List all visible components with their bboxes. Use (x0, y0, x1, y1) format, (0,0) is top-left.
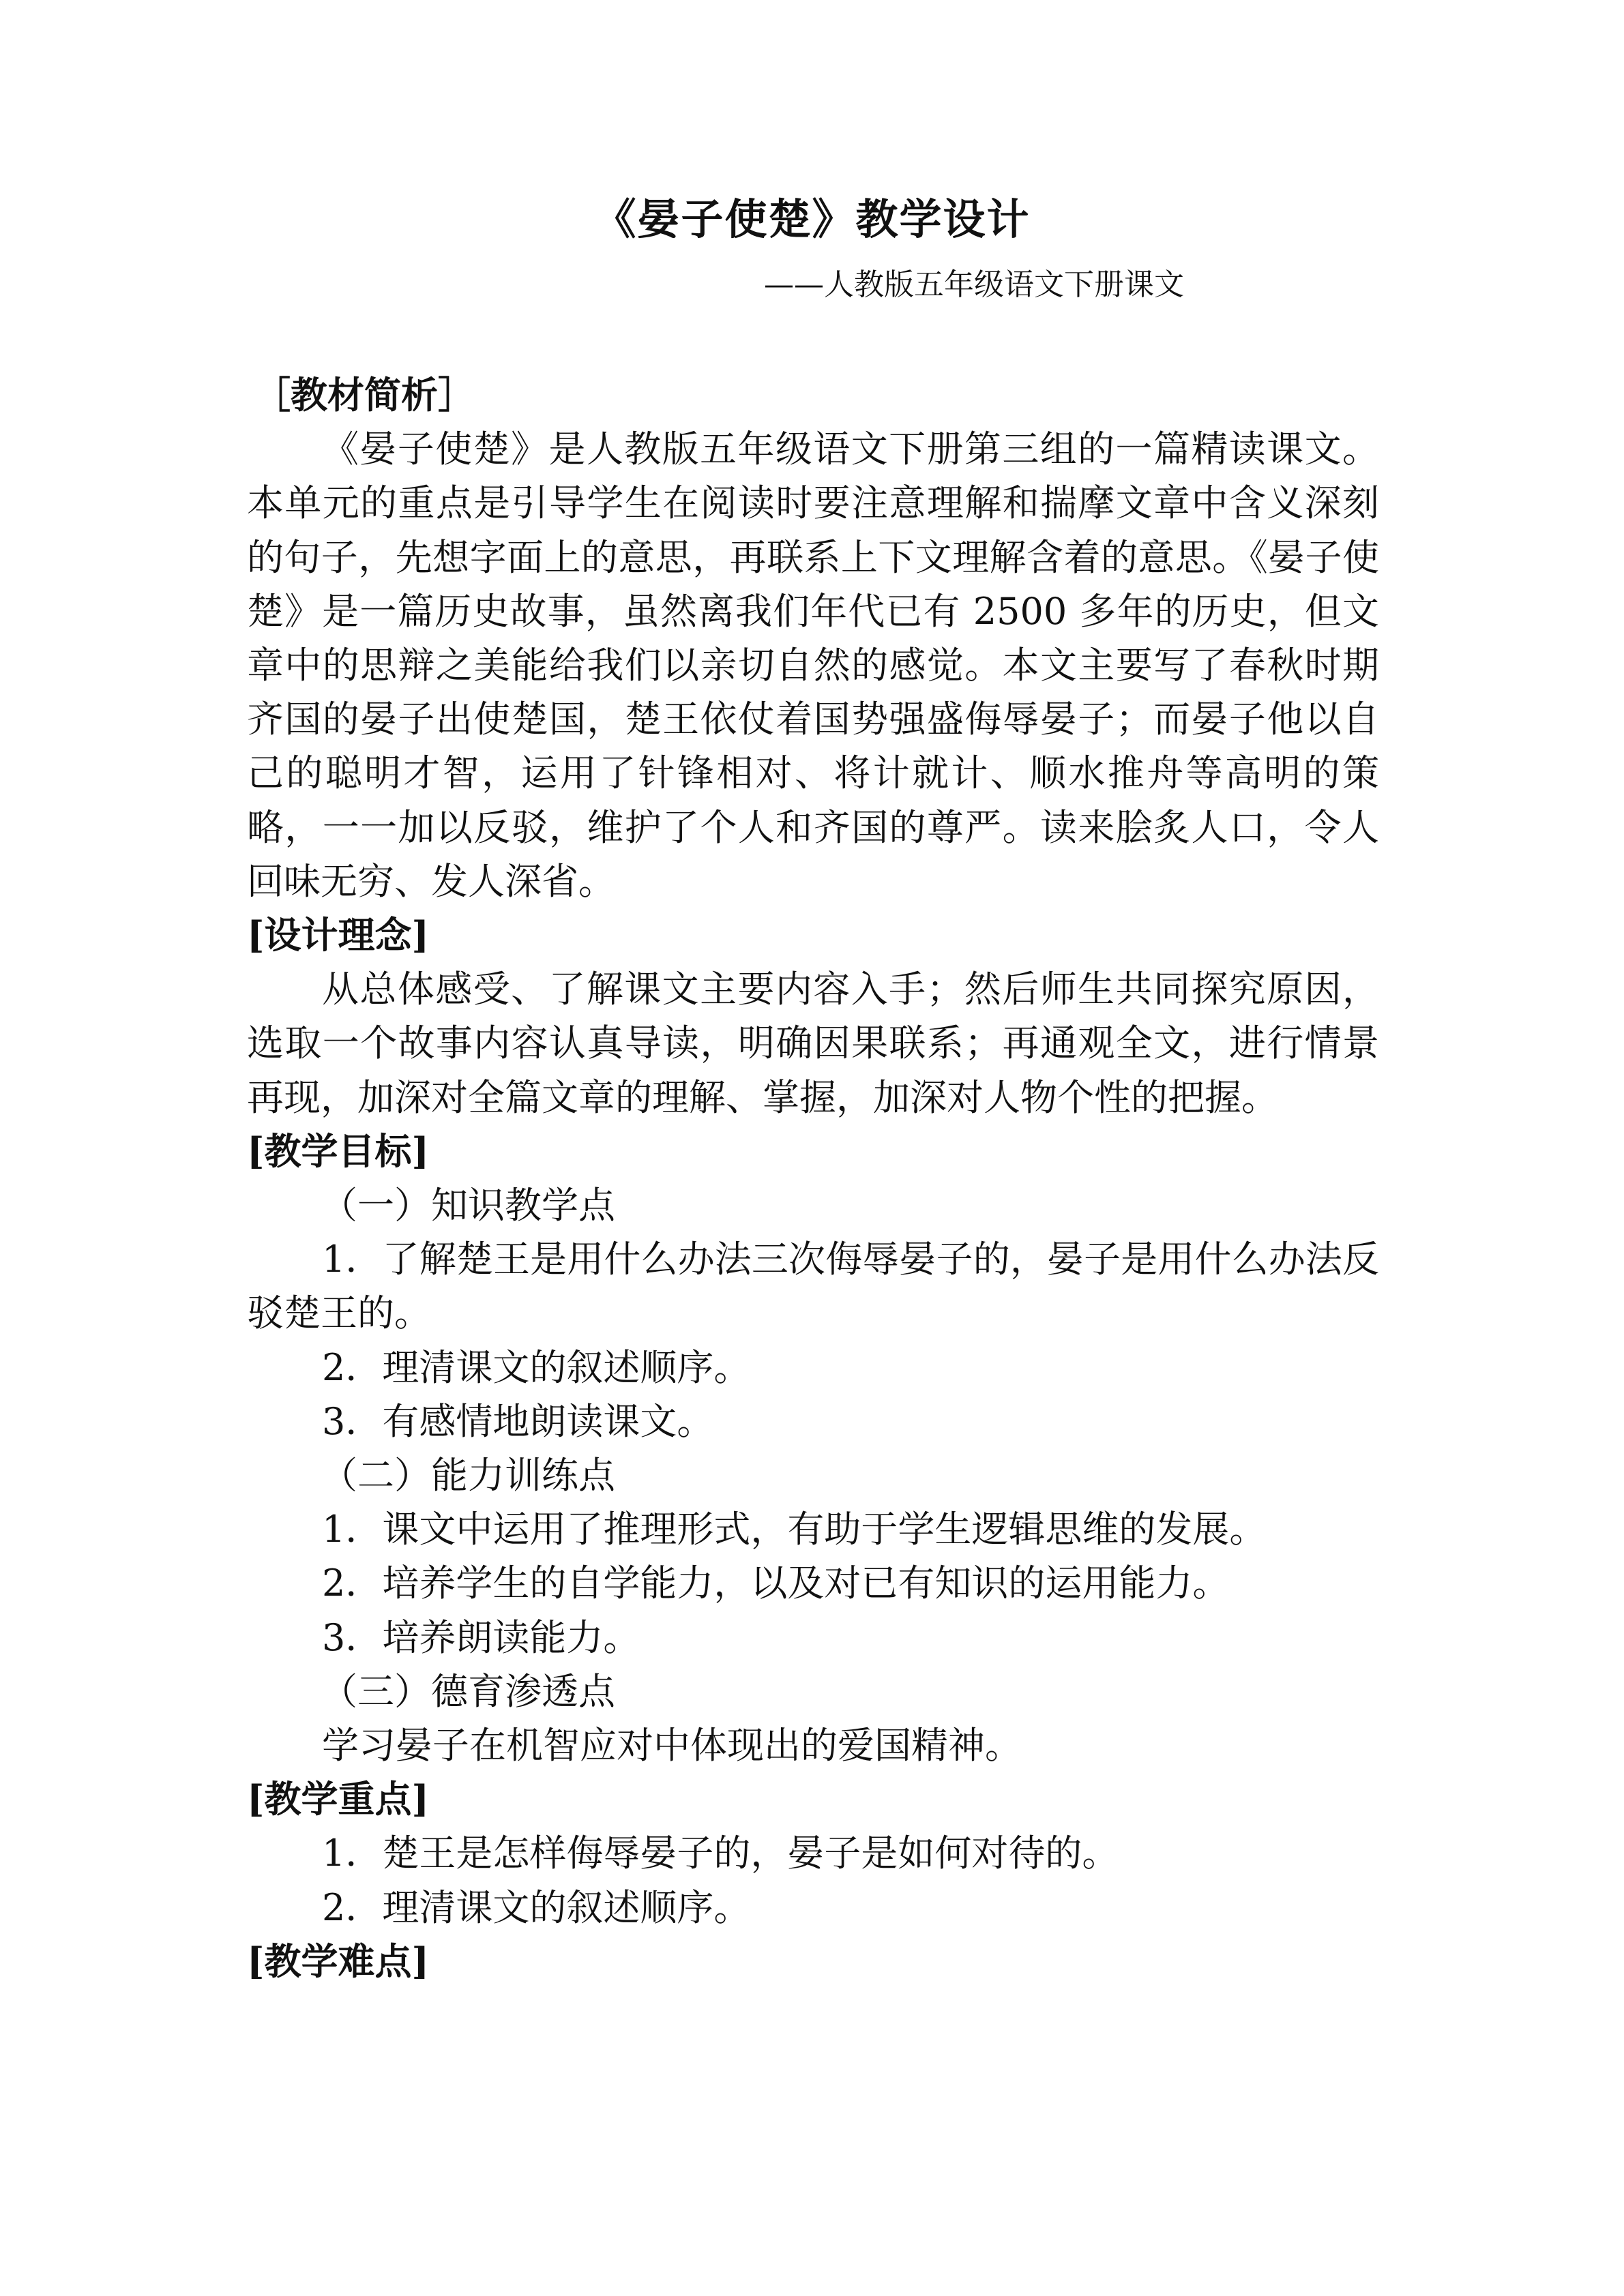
goals-ability-item: 3．培养朗读能力。 (322, 1615, 640, 1659)
key-points-item: 1．楚王是怎样侮辱晏子的，晏子是如何对待的。 (322, 1832, 1119, 1875)
section-heading-key-points: [教学重点] (247, 1777, 430, 1821)
page-subtitle: ——人教版五年级语文下册课文 (764, 267, 1184, 302)
goals-knowledge-item: 3．有感情地朗读课文。 (322, 1399, 714, 1443)
section-heading-goals: [教学目标] (247, 1129, 430, 1173)
page-title: 《晏子使楚》教学设计 (593, 194, 1031, 244)
goals-moral-item: 学习晏子在机智应对中体现出的爱国精神。 (322, 1724, 1022, 1768)
concept-paragraph: 从总体感受、了解课文主要内容入手；然后师生共同探究原因，选取一个故事内容认真导读，明确因果联系；再通观全文，进行情景再现，加深对全篇文章的理解、掌握，加深对人物个性的把握。 (247, 968, 1379, 1119)
section-heading-difficulties: [教学难点] (247, 1939, 430, 1983)
section-heading-analysis: ［教材简析］ (254, 373, 475, 417)
section-heading-concept: [设计理念] (247, 913, 430, 957)
goals-moral-heading: （三）德育渗透点 (321, 1669, 615, 1713)
goals-knowledge-heading: （一）知识教学点 (321, 1184, 615, 1227)
goals-knowledge-item: 2．理清课文的叙述顺序。 (322, 1345, 751, 1389)
analysis-paragraph: 《晏子使楚》是人教版五年级语文下册第三组的一篇精读课文。本单元的重点是引导学生在阅读时要注意理解和揣摩文章中含义深刻的句子，先想字面上的意思，再联系上下文理解含着的意思。《晏子使楚》是一篇历史故事，虽然离我们年代已有 2500 多年的历史，但文章中的思辩之美能给我们以亲切自然的感觉。本文主要写了春秋时期齐国的晏子出使楚国，楚王依仗着国势强盛侮辱晏子；而晏子他以自己的聪明才智，运用了针锋相对、将计就计、顺水推舟等高明的策略，一一加以反驳，维护了个人和齐国的尊严。读来脍炙人口，令人回味无穷、发人深省。 (247, 428, 1379, 903)
goals-ability-item: 2．培养学生的自学能力，以及对已有知识的运用能力。 (322, 1562, 1230, 1605)
goals-knowledge-item: 1．了解楚王是用什么办法三次侮辱晏子的，晏子是用什么办法反驳楚王的。 (247, 1238, 1379, 1335)
goals-ability-item: 1．课文中运用了推理形式，有助于学生逻辑思维的发展。 (322, 1508, 1267, 1551)
document-body (247, 368, 1379, 1988)
goals-ability-heading: （二）能力训练点 (321, 1454, 615, 1497)
key-points-item: 2．理清课文的叙述顺序。 (322, 1885, 751, 1929)
